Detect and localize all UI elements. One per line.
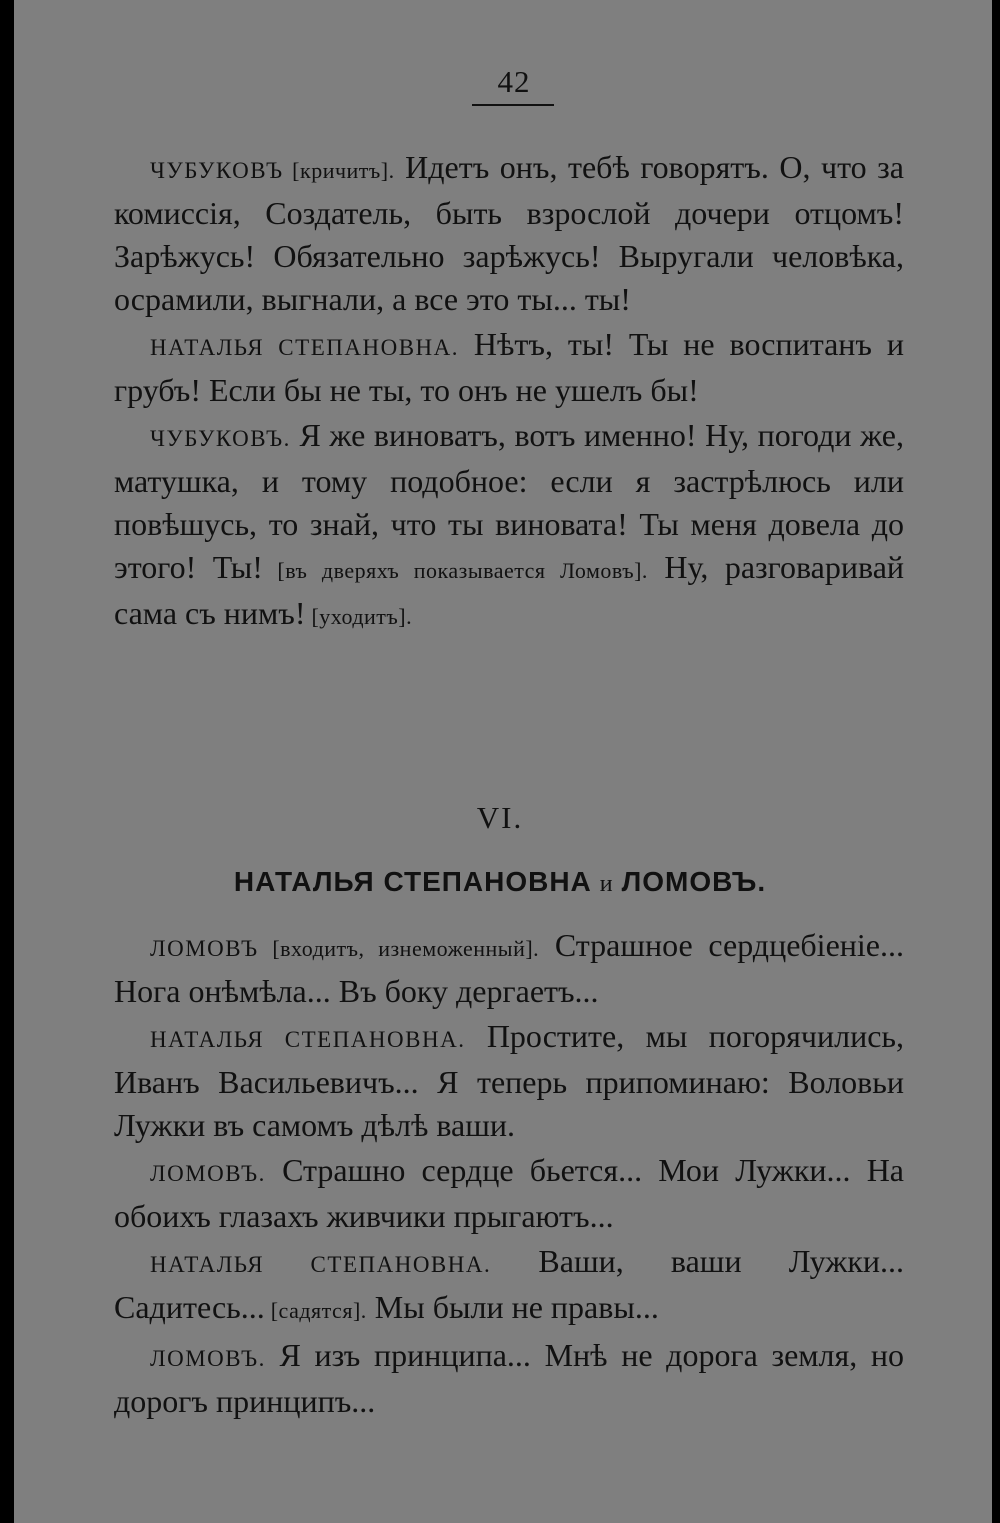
speech-text: Идетъ онъ, тебѣ говорятъ. О, что за комиссія, Создатель, быть взрослой дочери отцомъ! Зарѣжусь! Обязательно зарѣжусь! Выругали человѣка, осрамили, выгнали, а все это ты... ты! [114,149,904,317]
scene-heading [0,862,1000,904]
scene-heading-conjunction: и [599,871,614,897]
speech-text: Ну, разговаривай сама съ нимъ! [114,549,905,631]
dialogue-paragraph [114,1240,904,1332]
speech-text: Простите, мы погорячились, Иванъ Васильевичъ... Я теперь припоминаю: Воловьи Лужки въ самомъ дѣлѣ ваши. [114,1018,905,1143]
dialogue-paragraph [114,414,904,638]
stage-direction: [кричитъ]. [283,158,395,183]
speaker-name: ЧУБУКОВЪ [150,158,284,183]
dialogue-block-lower [114,924,904,1425]
speech-text: Страшное сердцебіеніе... Нога онѣмѣла... Въ боку дергаетъ... [114,927,904,1009]
speech-text: Нѣтъ, ты! Ты не воспитанъ и грубъ! Если бы не ты, то онъ не ушелъ бы! [114,326,904,408]
speaker-name: ЧУБУКОВЪ. [150,426,291,451]
speaker-name: НАТАЛЬЯ СТЕПАНОВНА. [150,1252,492,1277]
scene-heading-character-1: НАТАЛЬЯ СТЕПАНОВНА [233,866,592,897]
book-page [14,0,992,1523]
speaker-name: НАТАЛЬЯ СТЕПАНОВНА. [150,335,459,360]
speaker-name: НАТАЛЬЯ СТЕПАНОВНА. [150,1027,466,1052]
stage-direction: [садятся]. [264,1298,367,1323]
section-number: VI. [476,800,524,835]
speaker-name: ЛОМОВЪ. [150,1346,266,1371]
dialogue-paragraph [114,146,904,321]
dialogue-paragraph [114,323,904,412]
speech-text: Я же виноватъ, вотъ именно! Ну, погоди же, матушка, и тому подобное: если я застрѣлюсь или повѣшусь, то знай, что ты виновата! Ты меня довела до этого! Ты! [114,417,904,585]
speech-text: Ваши, ваши Лужки... Садитесь... [114,1243,904,1325]
dialogue-paragraph [114,1015,904,1147]
page-number-rule [472,104,554,106]
speech-text: Страшно сердце бьется... Мои Лужки... На обоихъ глазахъ живчики прыгаютъ... [114,1152,904,1234]
dialogue-block-upper [114,146,904,640]
dialogue-paragraph [114,1149,904,1238]
scene-heading-character-2: ЛОМОВЪ. [621,866,767,897]
stage-direction: [въ дверяхъ показывается Ломовъ]. [262,558,648,583]
speech-text: Мы были не правы... [366,1289,659,1325]
speech-text: Я изъ принципа... Мнѣ не дорога земля, но дорогъ принципъ... [114,1337,904,1419]
speaker-name: ЛОМОВЪ [150,936,259,961]
speaker-name: ЛОМОВЪ. [150,1161,266,1186]
stage-direction: [входитъ, изнеможенный]. [258,936,540,961]
page-number: 42 [497,64,531,99]
dialogue-paragraph [114,1334,904,1423]
dialogue-paragraph [114,924,904,1013]
stage-direction: [уходитъ]. [305,604,413,629]
